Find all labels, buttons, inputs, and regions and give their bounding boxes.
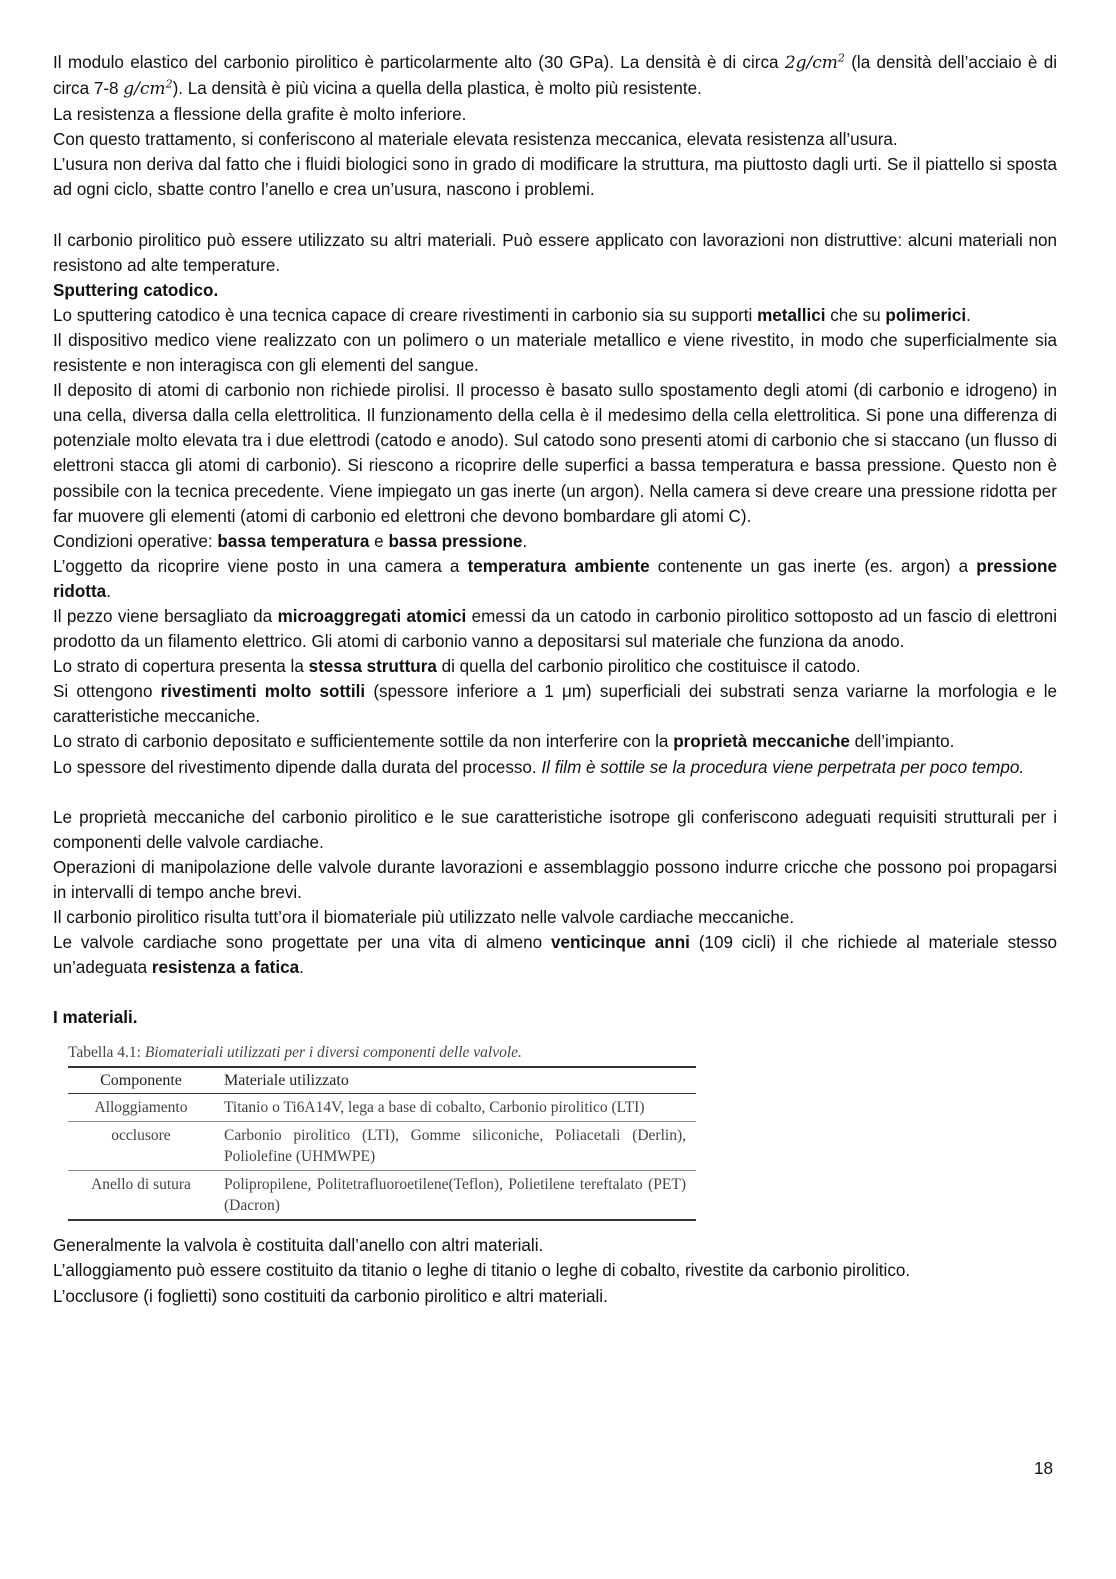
table-cell: Anello di sutura — [91, 1176, 191, 1194]
paragraph: Il carbonio pirolitico risulta tutt’ora il biomateriale più utilizzato nelle valvole cardiache meccaniche. — [53, 908, 795, 927]
paragraph: L’oggetto da ricoprire viene posto in una camera a temperatura ambiente contenente un gas inerte (es. argon) a pressione ridotta. — [53, 556, 1058, 601]
table-row — [68, 1094, 696, 1122]
table-cell: Titanio o Ti6A14V, lega a base di cobalto, Carbonio pirolitico (LTI) — [224, 1099, 645, 1117]
paragraph: L’occlusore (i foglietti) sono costituiti da carbonio pirolitico e altri materiali. — [53, 1286, 608, 1306]
table-cell: Alloggiamento — [94, 1099, 188, 1117]
table-header-cell: Componente — [100, 1072, 182, 1090]
paragraph: Lo strato di carbonio depositato e sufficientemente sottile da non interferire con la proprietà meccaniche dell’impianto. — [53, 732, 955, 752]
paragraph: Lo sputtering catodico è una tecnica capace di creare rivestimenti in carbonio sia su supporti metallici che su polimerici. — [53, 305, 971, 325]
paragraph: Con questo trattamento, si conferiscono al materiale elevata resistenza meccanica, elevata resistenza all’usura. — [53, 130, 898, 150]
paragraph: Operazioni di manipolazione delle valvole durante lavorazioni e assemblaggio possono indurre cricche che possono poi propagarsi in intervalli di tempo anche brevi. — [53, 857, 1057, 902]
paragraph: Il carbonio pirolitico può essere utilizzato su altri materiali. Può essere applicato con lavorazioni non distruttive: alcuni materiali non resistono ad alte temperature. — [53, 230, 1057, 275]
paragraph: Il pezzo viene bersagliato da microaggregati atomici emessi da un catodo in carbonio pirolitico sottoposto ad un fascio di elettroni prodotto da un filamento elettrico. Gli atomi di carbonio vanno a depositarsi sul materiale che funziona da anodo. — [53, 606, 1057, 652]
table-header-cell: Materiale utilizzato — [224, 1072, 349, 1090]
paragraph: Generalmente la valvola è costituita dall’anello con altri materiali. — [53, 1236, 544, 1256]
paragraph: Lo strato di copertura presenta la stessa struttura di quella del carbonio pirolitico che costituisce il catodo. — [53, 657, 861, 677]
paragraph: Le proprietà meccaniche del carbonio pirolitico e le sue caratteristiche isotrope gli conferiscono adeguati requisiti strutturali per i componenti delle valvole cardiache. — [53, 807, 1057, 852]
paragraph: L’alloggiamento può essere costituito da titanio o leghe di titanio o leghe di cobalto, rivestite da carbonio pirolitico. — [53, 1261, 911, 1281]
document-page — [53, 50, 1057, 1309]
paragraph: La resistenza a flessione della grafite è molto inferiore. — [53, 105, 467, 125]
table-row — [68, 1122, 696, 1171]
materials-table-figure — [68, 1042, 696, 1221]
density-formula: $2g/cm^2$ — [784, 51, 845, 73]
paragraph: Il modulo elastico del carbonio pirolitico è particolarmente alto (30 GPa). La densità è di circa $2g/cm^2$ (la densità dell’acciaio è di circa 7-8 $g/cm^2$). La densità è più vicina a quella della plastica, è molto più resistente. — [53, 51, 1057, 100]
paragraph: Lo spessore del rivestimento dipende dalla durata del processo. Il film è sottile se la procedura viene perpetrata per poco tempo. — [53, 757, 1025, 777]
paragraph: Le valvole cardiache sono progettate per una vita di almeno venticinque anni (109 cicli) il che richiede al materiale stesso un’adeguata resistenza a fatica. — [53, 933, 1058, 978]
table-caption: Tabella 4.1: Biomateriali utilizzati per i diversi componenti delle valvole. — [68, 1044, 522, 1062]
section-heading: I materiali. — [53, 1008, 138, 1028]
paragraph: Condizioni operative: bassa temperatura e bassa pressione. — [53, 531, 528, 551]
table-cell: Carbonio pirolitico (LTI), Gomme siliconiche, Poliacetali (Derlin), Poliolefine (UHMWPE) — [224, 1127, 686, 1166]
paragraph: Si ottengono rivestimenti molto sottili (spessore inferiore a 1 μm) superficiali dei substrati senza variarne la morfologia e le caratteristiche meccaniche. — [53, 682, 1057, 727]
table-cell: occlusore — [111, 1127, 171, 1145]
steel-density-formula: $g/cm^2$ — [123, 77, 173, 100]
section-heading: Sputtering catodico. — [53, 280, 219, 300]
paragraph: L’usura non deriva dal fatto che i fluidi biologici sono in grado di modificare la struttura, ma piuttosto dagli urti. Se il piattello si sposta ad ogni ciclo, sbatte contro l’anello e crea un’usura, nascono i problemi. — [53, 155, 1057, 200]
paragraph: Il dispositivo medico viene realizzato con un polimero o un materiale metallico e viene rivestito, in modo che superficialmente sia resistente e non interagisca con gli elementi del sangue. — [53, 330, 1057, 376]
table-header-row — [68, 1067, 696, 1094]
page-number: 18 — [1034, 1459, 1054, 1478]
materials-table — [68, 1066, 696, 1221]
table-row — [68, 1171, 696, 1221]
paragraph: Il deposito di atomi di carbonio non richiede pirolisi. Il processo è basato sullo spostamento degli atomi (di carbonio e idrogeno) in una cella, diversa dalla cella elettrolitica. Il funzionamento della cella è il medesimo della cella elettrolitica. Si pone una differenza di potenziale molto elevata tra i due elettrodi (catodo e anodo). Sul catodo sono presenti atomi di carbonio che si staccano (un flusso di elettroni stacca gli atomi di carbonio). Si riescono a ricoprire delle superfici a bassa temperatura e bassa pressione. Questo non è possibile con la tecnica precedente. Viene impiegato un gas inerte (un argon). Nella camera si deve creare una pressione ridotta per far muovere gli elementi (atomi di carbonio ed elettroni che devono bombardare gli atomi C). — [53, 381, 1057, 526]
table-cell: Polipropilene, Politetrafluoroetilene(Teflon), Polietilene tereftalato (PET) (Dacron) — [224, 1176, 686, 1215]
